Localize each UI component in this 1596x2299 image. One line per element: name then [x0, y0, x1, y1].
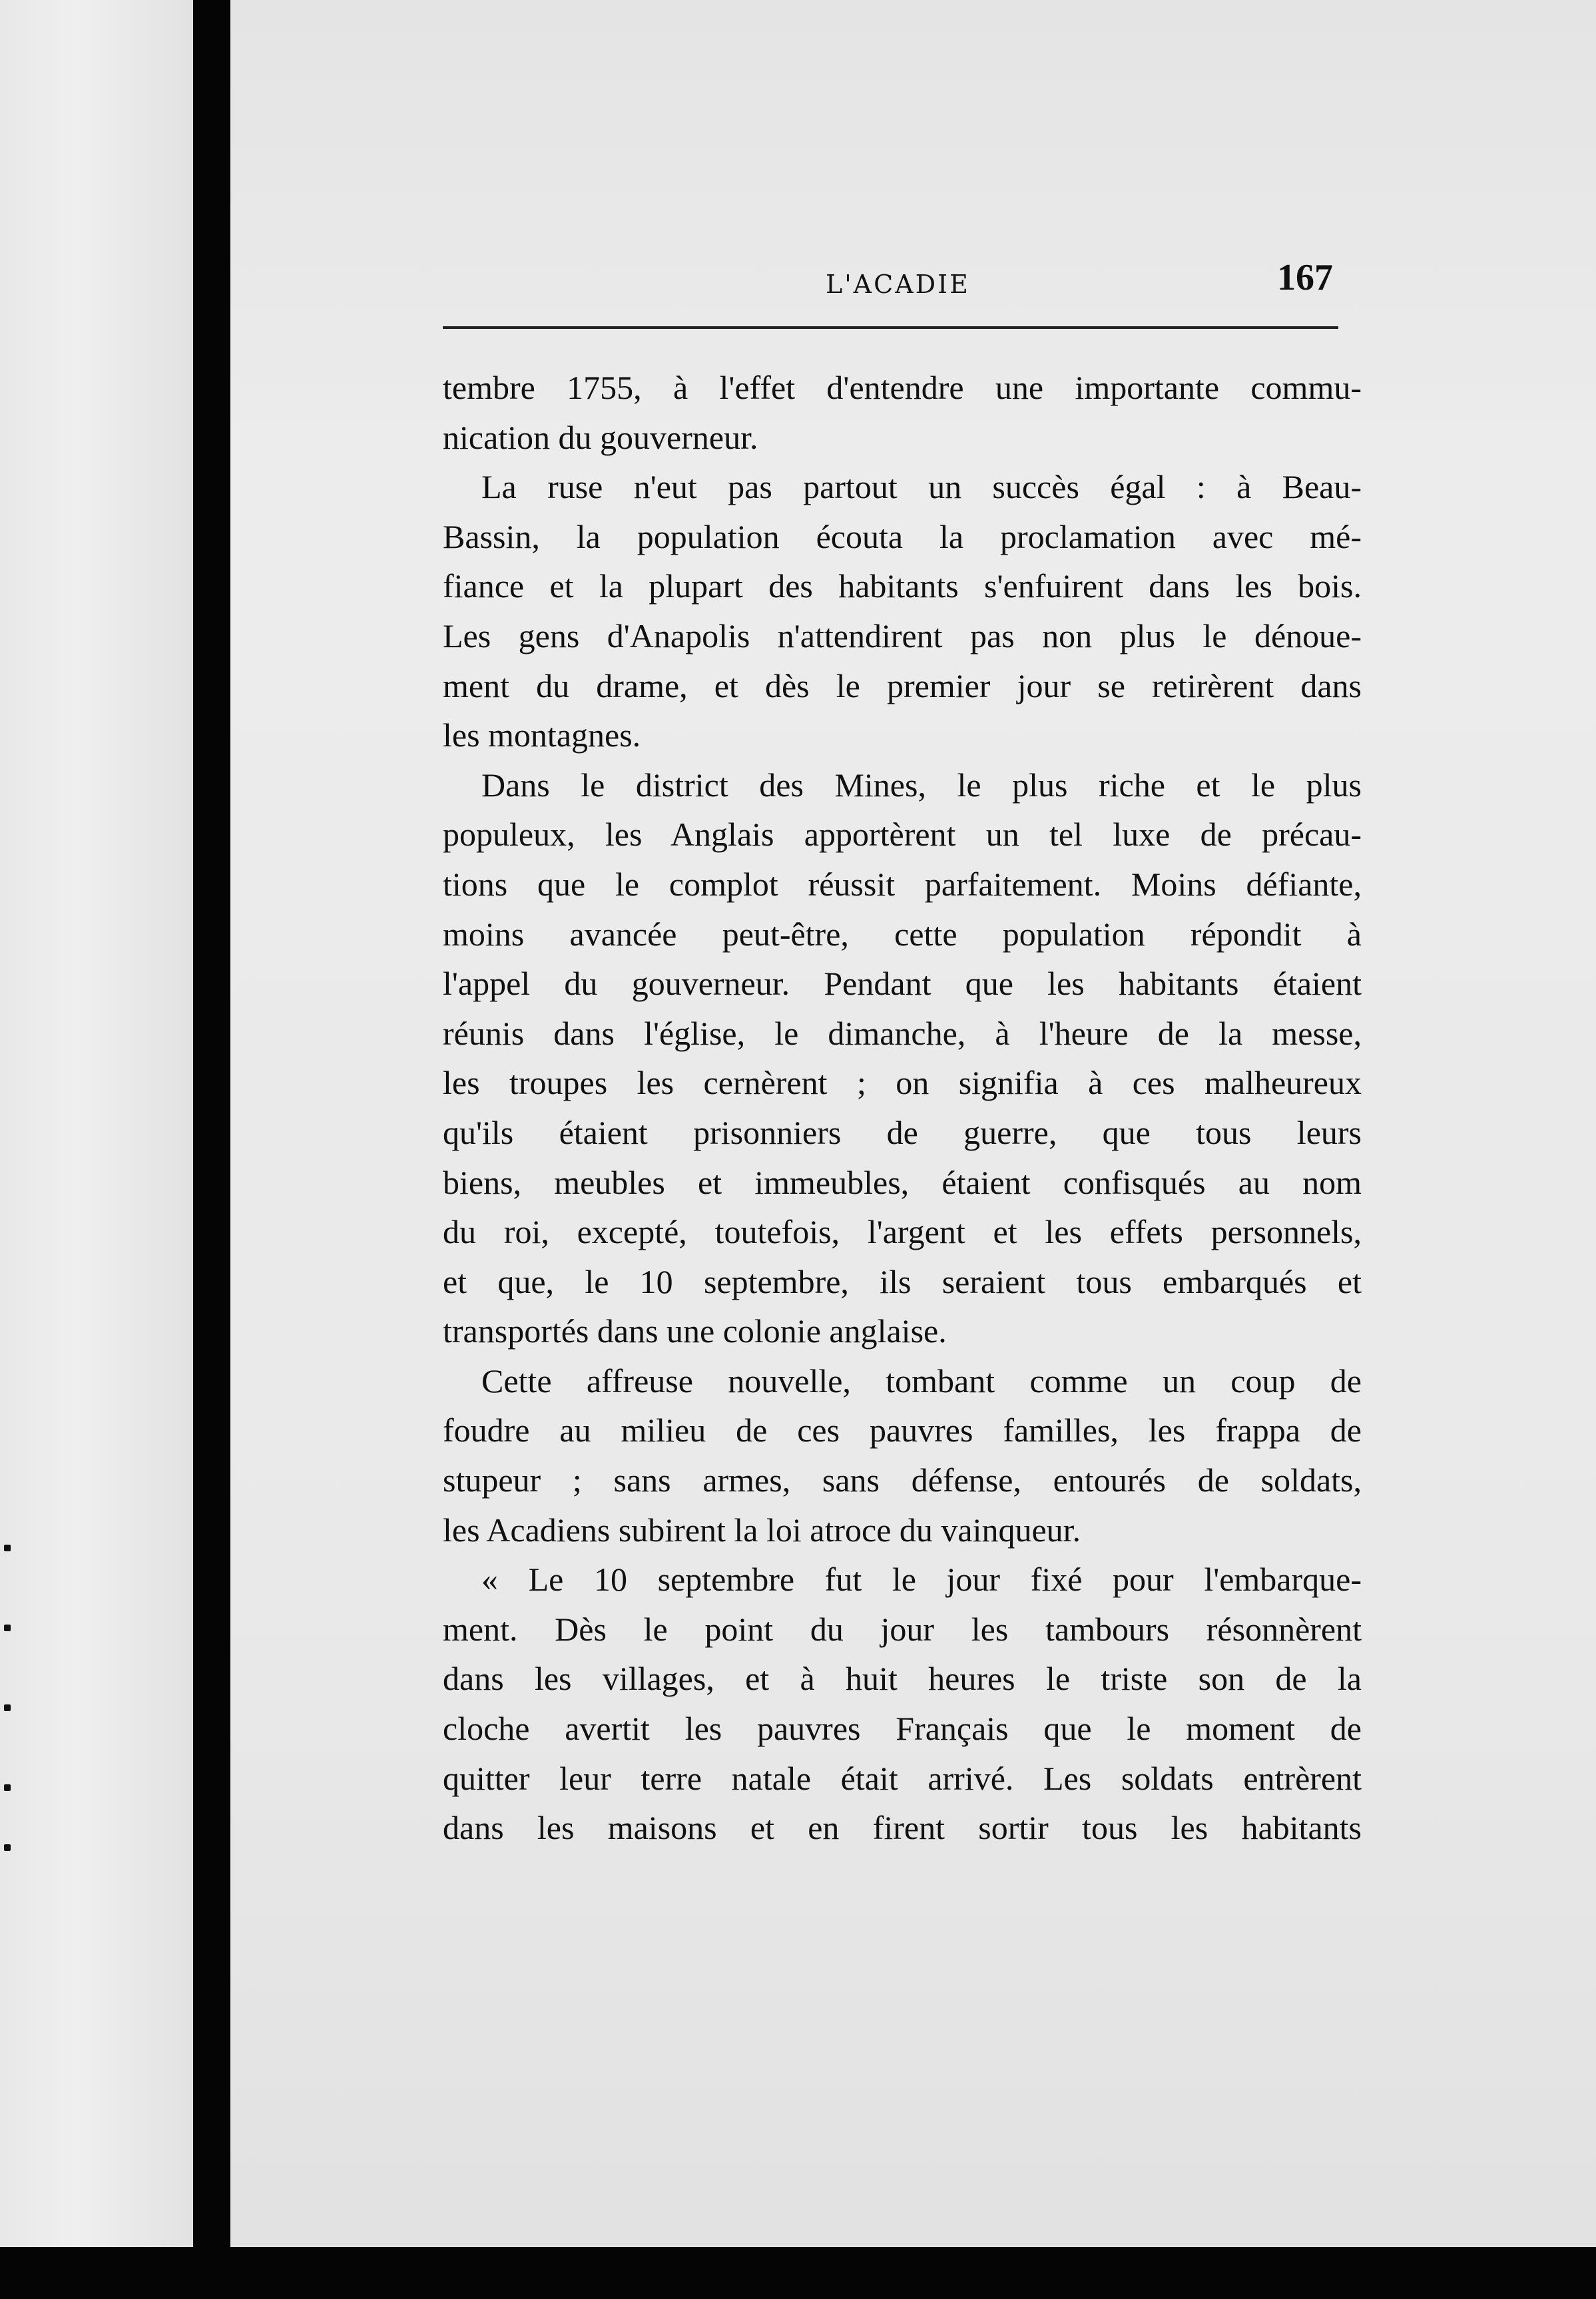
ink-mark [4, 1545, 11, 1551]
text-line: Les gens d'Anapolis n'attendirent pas non plus le dénoue- [443, 617, 1362, 654]
text-line: foudre au milieu de ces pauvres familles, les frappa de [443, 1411, 1362, 1449]
text-line: populeux, les Anglais apportèrent un tel luxe de précau- [443, 816, 1362, 854]
body-text [443, 363, 1362, 1853]
text-line: fiance et la plupart des habitants s'enfuirent dans les bois. [443, 567, 1362, 605]
text-line: Cette affreuse nouvelle, tombant comme un coup de [481, 1362, 1362, 1400]
facing-page-edge [0, 0, 193, 2299]
text-line: biens, meubles et immeubles, étaient confisqués au nom [443, 1163, 1362, 1201]
text-line: qu'ils étaient prisonniers de guerre, que tous leurs [443, 1113, 1362, 1151]
text-line: transportés dans une colonie anglaise. [443, 1312, 947, 1350]
text-line: tembre 1755, à l'effet d'entendre une importante commu- [443, 369, 1362, 406]
ink-mark [4, 1784, 11, 1791]
text-line: « Le 10 septembre fut le jour fixé pour l'embarque- [481, 1561, 1362, 1599]
book-spine-shadow [193, 0, 230, 2299]
header-rule [443, 326, 1338, 329]
text-line: tions que le complot réussit parfaitement. Moins défiante, [443, 865, 1362, 903]
text-line: Dans le district des Mines, le plus riche et le plus [481, 766, 1362, 804]
running-title: L'ACADIE [826, 270, 970, 299]
text-line: La ruse n'eut pas partout un succès égal : à Beau- [481, 468, 1362, 506]
text-line: dans les villages, et à huit heures le triste son de la [443, 1660, 1362, 1698]
text-line: nication du gouverneur. [443, 418, 758, 456]
scan-bottom-border [0, 2247, 1596, 2299]
text-line: et que, le 10 septembre, ils seraient tous embarqués et [443, 1262, 1362, 1300]
text-line: ment. Dès le point du jour les tambours résonnèrent [443, 1610, 1362, 1648]
text-line: réunis dans l'église, le dimanche, à l'heure de la messe, [443, 1014, 1362, 1052]
text-line: les Acadiens subirent la loi atroce du vainqueur. [443, 1511, 1081, 1549]
text-line: les troupes les cernèrent ; on signifia à ces malheureux [443, 1064, 1362, 1102]
facing-page-marks [0, 1531, 20, 1864]
text-line: ment du drame, et dès le premier jour se retirèrent dans [443, 666, 1362, 704]
ink-mark [4, 1704, 11, 1711]
text-line: dans les maisons et en firent sortir tous les habitants [443, 1809, 1362, 1847]
ink-mark [4, 1625, 11, 1631]
text-line: Bassin, la population écouta la proclamation avec mé- [443, 517, 1362, 555]
text-line: moins avancée peut-être, cette population répondit à [443, 915, 1362, 953]
text-line: quitter leur terre natale était arrivé. Les soldats entrèrent [443, 1759, 1362, 1797]
ink-mark [4, 1844, 11, 1851]
text-line: l'appel du gouverneur. Pendant que les habitants étaient [443, 965, 1362, 1003]
page-number: 167 [1277, 257, 1333, 298]
text-line: cloche avertit les pauvres Français que le moment de [443, 1710, 1362, 1748]
text-line: du roi, excepté, toutefois, l'argent et les effets personnels, [443, 1213, 1362, 1251]
text-line: stupeur ; sans armes, sans défense, entourés de soldats, [443, 1461, 1362, 1499]
text-line: les montagnes. [443, 716, 641, 754]
